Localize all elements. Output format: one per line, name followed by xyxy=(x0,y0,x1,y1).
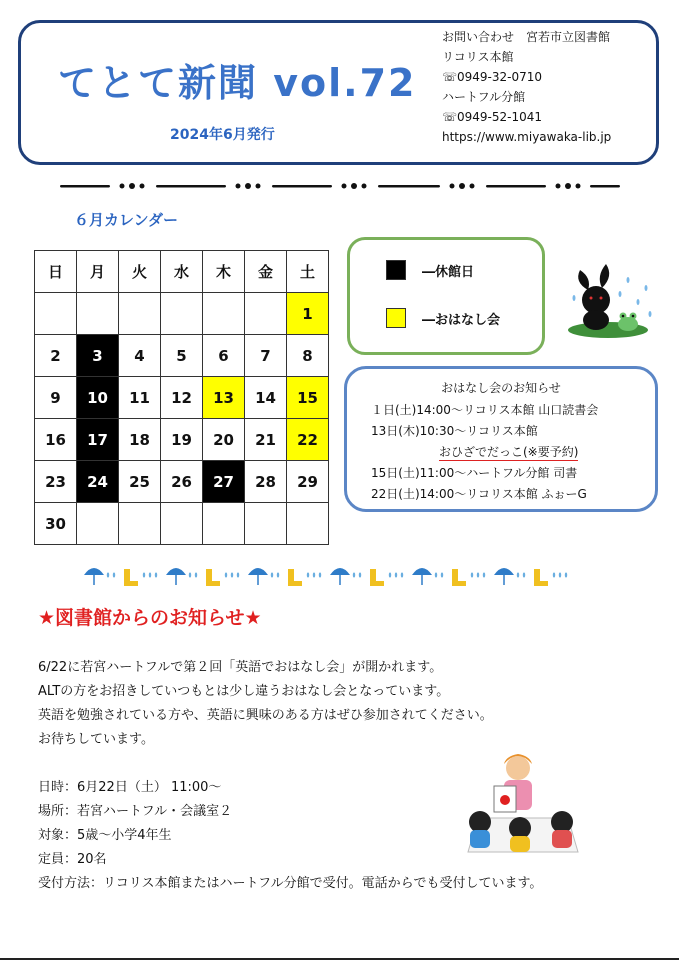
calendar-day: 22 xyxy=(287,419,329,461)
calendar-day: 25 xyxy=(119,461,161,503)
calendar-empty-cell xyxy=(161,293,203,335)
calendar-day: 29 xyxy=(287,461,329,503)
notice-title: おはなし会のお知らせ xyxy=(441,381,561,395)
contact-line: お問い合わせ 宮若市立図書館 xyxy=(442,30,611,44)
calendar-day: 20 xyxy=(203,419,245,461)
detail-place: 場所：若宮ハートフル・会議室２ xyxy=(38,804,233,819)
calendar-day: 4 xyxy=(119,335,161,377)
calendar-day: 30 xyxy=(35,503,77,545)
umbrella-boot-pair xyxy=(84,568,157,586)
dot-dash-divider xyxy=(60,179,620,193)
calendar-empty-cell xyxy=(287,503,329,545)
notice-line-reservation: おひざでだっこ(※要予約) xyxy=(439,445,579,459)
closed-swatch xyxy=(386,260,406,280)
weekday-header: 金 xyxy=(245,251,287,293)
calendar-day: 12 xyxy=(161,377,203,419)
weekday-header: 火 xyxy=(119,251,161,293)
calendar-empty-cell xyxy=(77,503,119,545)
weekday-header: 土 xyxy=(287,251,329,293)
calendar-day: 17 xyxy=(77,419,119,461)
calendar-day: 7 xyxy=(245,335,287,377)
calendar-day: 18 xyxy=(119,419,161,461)
june-calendar xyxy=(34,250,329,545)
weekday-header: 水 xyxy=(161,251,203,293)
teacher-reading-illustration xyxy=(458,748,584,856)
storytime-notice-box xyxy=(344,366,658,512)
calendar-day: 19 xyxy=(161,419,203,461)
calendar-day: 3 xyxy=(77,335,119,377)
calendar-day: 24 xyxy=(77,461,119,503)
contact-line: ☏0949-52-1041 xyxy=(442,110,543,124)
rabbit-in-rain-illustration xyxy=(566,258,656,340)
news-line: 英語を勉強されている方や、英語に興味のある方はぜひ参加されてください。 xyxy=(38,708,493,723)
calendar-day: 5 xyxy=(161,335,203,377)
issue-date: 2024年6月発行 xyxy=(170,127,275,143)
legend-closed xyxy=(386,260,474,280)
calendar-day: 21 xyxy=(245,419,287,461)
calendar-empty-cell xyxy=(35,293,77,335)
contact-line: ☏0949-32-0710 xyxy=(442,70,543,84)
weekday-header: 木 xyxy=(203,251,245,293)
calendar-day: 28 xyxy=(245,461,287,503)
notice-line: 13日(木)10:30～リコリス本館 xyxy=(371,424,538,438)
library-news-title: ★図書館からのお知らせ★ xyxy=(38,607,262,629)
calendar-day: 9 xyxy=(35,377,77,419)
umbrella-boot-pair xyxy=(494,568,567,586)
calendar-day: 10 xyxy=(77,377,119,419)
calendar-day: 16 xyxy=(35,419,77,461)
umbrella-boot-divider xyxy=(80,563,580,589)
weekday-header: 日 xyxy=(35,251,77,293)
legend-box xyxy=(347,237,545,355)
notice-line: 15日(土)11:00～ハートフル分館 司書 xyxy=(371,466,578,480)
news-line: ALTの方をお招きしていつもとは少し違うおはなし会となっています。 xyxy=(38,684,450,699)
calendar-day: 23 xyxy=(35,461,77,503)
calendar-heading: ６月カレンダー xyxy=(74,211,179,229)
calendar-week-row xyxy=(35,419,329,461)
calendar-day: 11 xyxy=(119,377,161,419)
notice-line: 22日(土)14:00～リコリス本館 ふぉーG xyxy=(371,487,587,501)
website-link[interactable]: https://www.miyawaka-lib.jp xyxy=(442,130,612,144)
news-paragraph xyxy=(38,656,493,752)
page-bottom-rule xyxy=(0,958,679,960)
calendar-empty-cell xyxy=(119,503,161,545)
legend-closed-label: ―休館日 xyxy=(422,264,475,280)
news-line: 6/22に若宮ハートフルで第２回「英語でおはなし会」が開かれます。 xyxy=(38,660,443,675)
news-line: お待ちしています。 xyxy=(38,732,154,747)
umbrella-boot-pair xyxy=(330,568,403,586)
calendar-empty-cell xyxy=(245,503,287,545)
umbrella-boot-pair xyxy=(412,568,485,586)
calendar-day: 2 xyxy=(35,335,77,377)
story-swatch xyxy=(386,308,406,328)
calendar-week-row xyxy=(35,293,329,335)
calendar-day: 26 xyxy=(161,461,203,503)
calendar-empty-cell xyxy=(203,503,245,545)
detail-capacity: 定員：20名 xyxy=(38,852,107,867)
contact-line: リコリス本館 xyxy=(442,50,514,64)
umbrella-boot-pair xyxy=(248,568,321,586)
contact-line: ハートフル分館 xyxy=(442,90,526,104)
calendar-week-row xyxy=(35,503,329,545)
calendar-empty-cell xyxy=(119,293,161,335)
detail-datetime: 日時：6月22日（土） 11:00～ xyxy=(38,780,222,795)
contact-info xyxy=(442,27,611,147)
calendar-week-row xyxy=(35,377,329,419)
calendar-empty-cell xyxy=(245,293,287,335)
weekday-row xyxy=(35,251,329,293)
calendar-day: 27 xyxy=(203,461,245,503)
calendar-day: 8 xyxy=(287,335,329,377)
calendar-empty-cell xyxy=(203,293,245,335)
calendar-day: 15 xyxy=(287,377,329,419)
detail-target: 対象：5歳～小学4年生 xyxy=(38,828,172,843)
newsletter-title: てとて新聞 vol.72 xyxy=(58,61,417,105)
calendar-day: 14 xyxy=(245,377,287,419)
calendar-day: 1 xyxy=(287,293,329,335)
weekday-header: 月 xyxy=(77,251,119,293)
calendar-day: 13 xyxy=(203,377,245,419)
calendar-week-row xyxy=(35,461,329,503)
legend-story xyxy=(386,308,500,328)
calendar-empty-cell xyxy=(161,503,203,545)
legend-story-label: ―おはなし会 xyxy=(422,312,501,328)
umbrella-boot-pair xyxy=(166,568,239,586)
detail-reception: 受付方法：リコリス本館またはハートフル分館で受付。電話からでも受付しています。 xyxy=(38,876,543,891)
calendar-week-row xyxy=(35,335,329,377)
calendar-empty-cell xyxy=(77,293,119,335)
calendar-day: 6 xyxy=(203,335,245,377)
notice-line: １日(土)14:00～リコリス本館 山口読書会 xyxy=(371,403,599,417)
